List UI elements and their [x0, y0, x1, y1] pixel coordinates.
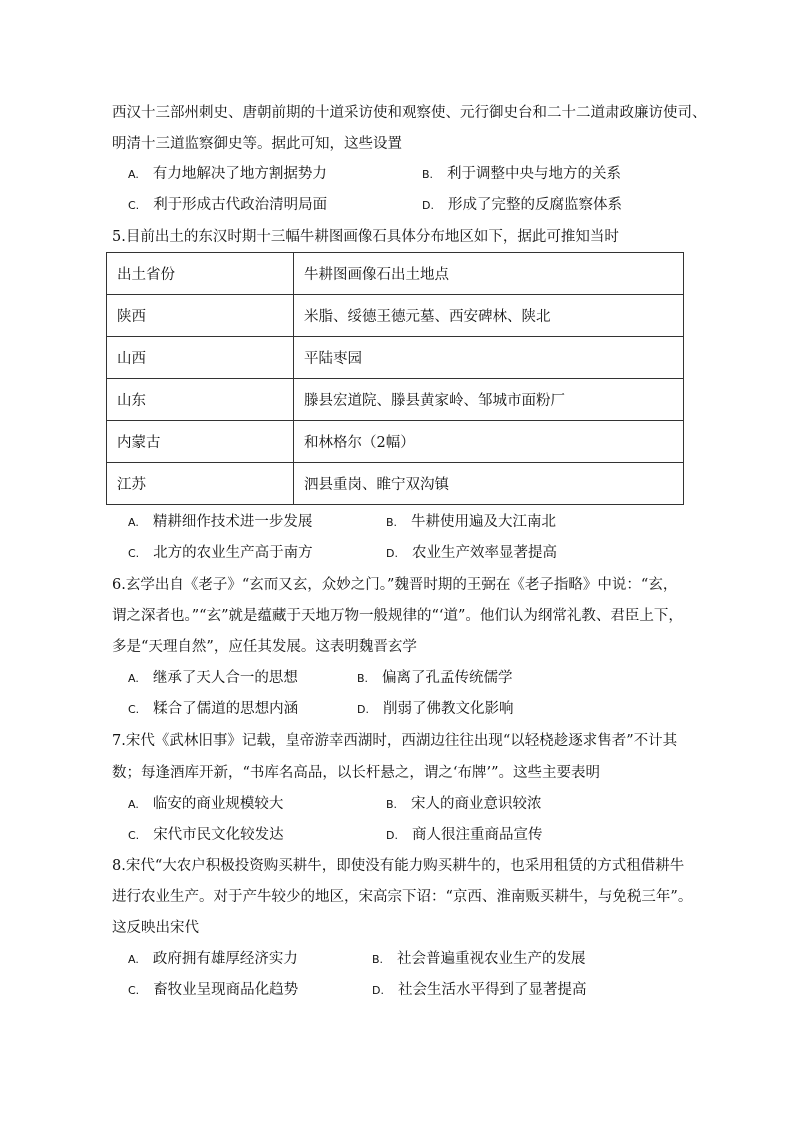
option-text: 北方的农业生产高于南方: [153, 545, 313, 561]
q4-stem-line-2: 明清十三道监察御史等。据此可知，这些设置: [112, 136, 402, 152]
q8-stem-line-3: 这反映出宋代: [112, 920, 199, 936]
q7-stem-line-1: 7.宋代《武林旧事》记载，皇帝游幸西湖时，西湖边往往出现“以轻桡趁逐求售者”不计其: [112, 733, 678, 749]
q4-option-b: [422, 164, 621, 185]
q6-stem-line-1: 6.玄学出自《老子》“玄而又玄，众妙之门。”魏晋时期的王弼在《老子指略》中说：“玄，: [112, 577, 678, 593]
province-cell: 陕西: [107, 295, 294, 337]
option-text: 利于调整中央与地方的关系: [447, 166, 622, 182]
q6-option-d: [357, 699, 513, 720]
q5-option-a: [128, 512, 312, 533]
q5-option-b: [386, 512, 556, 533]
location-cell: 平陆枣园: [294, 337, 684, 379]
q7-option-c: [128, 825, 284, 846]
option-letter: A.: [128, 168, 139, 181]
option-text: 宋人的商业意识较浓: [411, 796, 542, 812]
q6-option-a: [128, 668, 298, 689]
q8-option-d: [372, 980, 586, 1001]
q5-option-d: [386, 543, 557, 564]
option-letter: C.: [128, 703, 140, 716]
option-text: 形成了完整的反腐监察体系: [447, 197, 622, 213]
option-text: 商人很注重商品宣传: [411, 827, 543, 843]
option-text: 偏离了孔孟传统儒学: [382, 670, 513, 686]
option-text: 社会普遍重视农业生产的发展: [397, 951, 586, 967]
option-letter: A.: [128, 672, 139, 685]
option-text: 削弱了佛教文化影响: [382, 701, 514, 717]
table-row: [107, 421, 684, 463]
option-text: 农业生产效率显著提高: [411, 545, 557, 561]
option-text: 牛耕使用遍及大江南北: [411, 514, 557, 530]
q6-option-b: [357, 668, 513, 689]
table-row: [107, 337, 684, 379]
q5-option-c: [128, 543, 313, 564]
option-letter: D.: [422, 199, 434, 212]
option-text: 糅合了儒道的思想内涵: [153, 701, 299, 717]
q7-option-d: [386, 825, 542, 846]
table-row: [107, 295, 684, 337]
q8-option-b: [372, 949, 586, 970]
province-cell: 内蒙古: [107, 421, 294, 463]
q8-option-a: [128, 949, 298, 970]
table-row: [107, 379, 684, 421]
option-text: 宋代市民文化较发达: [153, 827, 284, 843]
q8-option-c: [128, 980, 298, 1001]
q8-stem-line-2: 进行农业生产。对于产牛较少的地区，宋高宗下诏：“京西、淮南贩买耕牛，与免税三年”。: [112, 889, 693, 905]
q6-option-c: [128, 699, 298, 720]
province-cell: 山西: [107, 337, 294, 379]
table-header-cell: 牛耕图画像石出土地点: [294, 253, 684, 295]
option-letter: B.: [357, 672, 369, 685]
option-text: 继承了天人合一的思想: [152, 670, 298, 686]
option-letter: D.: [386, 829, 398, 842]
option-text: 有力地解决了地方割据势力: [152, 166, 327, 182]
option-text: 精耕细作技术进一步发展: [152, 514, 313, 530]
q4-option-a: [128, 164, 327, 185]
option-letter: B.: [386, 516, 398, 529]
option-letter: A.: [128, 953, 139, 966]
option-letter: D.: [372, 984, 384, 997]
location-cell: 和林格尔（2幅）: [294, 421, 684, 463]
table-header-row: [107, 253, 684, 295]
q7-option-a: [128, 794, 283, 815]
location-cell: 米脂、绥德王德元墓、西安碑林、陕北: [294, 295, 684, 337]
option-letter: D.: [386, 547, 398, 560]
table-row: [107, 463, 684, 505]
option-letter: B.: [386, 798, 398, 811]
option-text: 政府拥有雄厚经济实力: [152, 951, 298, 967]
q5-distribution-table: [106, 252, 684, 505]
option-letter: D.: [357, 703, 369, 716]
table-header-cell: 出土省份: [107, 253, 294, 295]
option-letter: C.: [128, 547, 140, 560]
option-letter: B.: [372, 953, 384, 966]
option-letter: A.: [128, 516, 139, 529]
q6-stem-line-3: 多是“天理自然”，应任其发展。这表明魏晋玄学: [112, 639, 417, 655]
option-letter: C.: [128, 199, 140, 212]
q8-stem-line-1: 8.宋代“大农户积极投资购买耕牛，即使没有能力购买耕牛的，也采用租赁的方式租借耕牛: [112, 858, 685, 874]
location-cell: 泗县重岗、睢宁双沟镇: [294, 463, 684, 505]
location-cell: 滕县宏道院、滕县黄家岭、邹城市面粉厂: [294, 379, 684, 421]
province-cell: 山东: [107, 379, 294, 421]
q7-option-b: [386, 794, 542, 815]
q7-stem-line-2: 数；每逢酒库开新，“书库名高品，以长杆悬之，谓之‘布牌’”。这些主要表明: [112, 765, 601, 781]
q5-stem: 5.目前出土的东汉时期十三幅牛耕图画像石具体分布地区如下，据此可推知当时: [112, 229, 619, 245]
province-cell: 江苏: [107, 463, 294, 505]
option-text: 临安的商业规模较大: [152, 796, 284, 812]
q6-stem-line-2: 谓之深者也。”“玄”就是蕴藏于天地万物一般规律的“‘道”。他们认为纲常礼教、君臣上下，: [112, 608, 683, 624]
option-letter: A.: [128, 798, 139, 811]
option-text: 利于形成古代政治清明局面: [153, 197, 328, 213]
q4-stem-line-1: 西汉十三部州刺史、唐朝前期的十道采访使和观察使、元行御史台和二十二道肃政廉访使司、: [112, 105, 707, 121]
option-letter: C.: [128, 984, 140, 997]
option-text: 社会生活水平得到了显著提高: [397, 982, 587, 998]
option-letter: C.: [128, 829, 140, 842]
option-text: 畜牧业呈现商品化趋势: [153, 982, 299, 998]
option-letter: B.: [422, 168, 434, 181]
q4-option-d: [422, 195, 622, 216]
q4-option-c: [128, 195, 327, 216]
